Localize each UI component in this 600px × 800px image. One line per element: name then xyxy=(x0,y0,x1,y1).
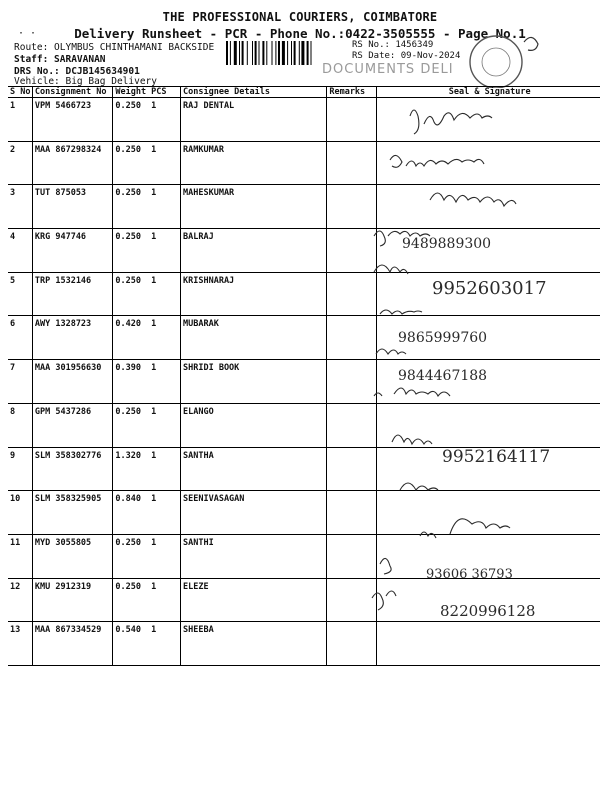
row-weight: 0.420 xyxy=(113,316,149,360)
signature-row12 xyxy=(380,558,391,574)
row-consignment-no: VPM 5466723 xyxy=(32,98,113,142)
row-consignee: MAHESKUMAR xyxy=(181,185,327,229)
row-consignment-no: MYD 3055805 xyxy=(32,534,113,578)
row-weight: 0.250 xyxy=(113,272,149,316)
row-pcs: 1 xyxy=(149,622,180,666)
row-consignment-no: MAA 867298324 xyxy=(32,141,113,185)
row-weight: 0.250 xyxy=(113,185,149,229)
row-sno: 5 xyxy=(8,272,32,316)
row-consignment-no: GPM 5437286 xyxy=(32,403,113,447)
row-weight: 0.250 xyxy=(113,403,149,447)
signature-area xyxy=(360,96,600,626)
row-consignment-no: SLM 358302776 xyxy=(32,447,113,491)
row-sno: 12 xyxy=(8,578,32,622)
rs-number: RS No.: 1456349 xyxy=(352,40,434,50)
row-pcs: 1 xyxy=(149,534,180,578)
col-pcs: PCS xyxy=(149,87,180,98)
phone-row5: 9952603017 xyxy=(432,278,547,299)
row-sno: 2 xyxy=(8,141,32,185)
signature-row1 xyxy=(410,110,492,134)
row-consignment-no: KRG 947746 xyxy=(32,229,113,273)
row-consignee: ELEZE xyxy=(181,578,327,622)
signature-row13 xyxy=(372,591,396,610)
row-pcs: 1 xyxy=(149,578,180,622)
header-dots: · · xyxy=(18,28,37,39)
phone-row13: 8220996128 xyxy=(440,602,536,620)
col-weight: Weight xyxy=(113,87,149,98)
col-remarks: Remarks xyxy=(327,87,377,98)
documents-stamp: DOCUMENTS DELI xyxy=(322,62,454,77)
row-consignment-no: SLM 358325905 xyxy=(32,491,113,535)
table-row xyxy=(8,622,600,666)
row-consignee: SHRIDI BOOK xyxy=(181,360,327,404)
row-sno: 1 xyxy=(8,98,32,142)
row-pcs: 1 xyxy=(149,491,180,535)
staff-label: Staff: SARAVANAN xyxy=(14,54,106,65)
phone-row6: 9865999760 xyxy=(398,330,488,346)
signature-row3 xyxy=(430,193,516,206)
row-sno: 9 xyxy=(8,447,32,491)
row-pcs: 1 xyxy=(149,229,180,273)
signature-row10 xyxy=(400,483,438,490)
round-stamp xyxy=(462,28,542,88)
row-weight: 0.250 xyxy=(113,98,149,142)
vehicle-label: Vehicle: Big Bag Delivery xyxy=(14,76,157,87)
row-consignment-no: MAA 301956630 xyxy=(32,360,113,404)
row-pcs: 1 xyxy=(149,447,180,491)
rs-date: RS Date: 09-Nov-2024 xyxy=(352,51,461,61)
row-consignee: RAJ DENTAL xyxy=(181,98,327,142)
col-signature: Seal & Signature xyxy=(377,87,600,98)
row-weight: 0.250 xyxy=(113,229,149,273)
signature-row11 xyxy=(420,519,510,538)
phone-row7: 9844467188 xyxy=(398,368,488,384)
signature-row2 xyxy=(390,155,484,167)
phone-row9: 9952164117 xyxy=(442,447,551,467)
company-title: THE PROFESSIONAL COURIERS, COIMBATORE xyxy=(162,10,438,24)
runsheet-subtitle: Delivery Runsheet - PCR - Phone No.:0422-3505555 - Page No.1 xyxy=(74,26,526,41)
row-pcs: 1 xyxy=(149,98,180,142)
signature-row7 xyxy=(376,349,406,354)
row-pcs: 1 xyxy=(149,360,180,404)
row-weight: 0.390 xyxy=(113,360,149,404)
phone-row4: 9489889300 xyxy=(402,236,492,252)
row-pcs: 1 xyxy=(149,185,180,229)
row-sno: 11 xyxy=(8,534,32,578)
row-consignee: RAMKUMAR xyxy=(181,141,327,185)
row-pcs: 1 xyxy=(149,141,180,185)
col-consignee: Consignee Details xyxy=(181,87,327,98)
row-remarks xyxy=(327,622,377,666)
row-weight: 0.250 xyxy=(113,578,149,622)
row-consignment-no: TUT 875053 xyxy=(32,185,113,229)
phone-row12: 93606 36793 xyxy=(426,567,513,582)
row-signature xyxy=(377,622,600,666)
signature-row8 xyxy=(374,388,450,396)
row-consignment-no: MAA 867334529 xyxy=(32,622,113,666)
row-sno: 8 xyxy=(8,403,32,447)
row-consignee: BALRAJ xyxy=(181,229,327,273)
row-weight: 0.540 xyxy=(113,622,149,666)
row-weight: 1.320 xyxy=(113,447,149,491)
row-consignee: ELANGO xyxy=(181,403,327,447)
row-sno: 13 xyxy=(8,622,32,666)
row-consignment-no: AWY 1328723 xyxy=(32,316,113,360)
row-sno: 6 xyxy=(8,316,32,360)
row-weight: 0.840 xyxy=(113,491,149,535)
row-pcs: 1 xyxy=(149,272,180,316)
row-sno: 7 xyxy=(8,360,32,404)
row-consignee: SHEEBA xyxy=(181,622,327,666)
route-label: Route: OLYMBUS CHINTHAMANI BACKSIDE xyxy=(14,42,215,53)
row-consignment-no: TRP 1532146 xyxy=(32,272,113,316)
row-consignee: SEENIVASAGAN xyxy=(181,491,327,535)
row-consignee: SANTHA xyxy=(181,447,327,491)
row-pcs: 1 xyxy=(149,403,180,447)
row-consignee: MUBARAK xyxy=(181,316,327,360)
row-sno: 3 xyxy=(8,185,32,229)
signature-row6 xyxy=(380,310,422,314)
row-sno: 10 xyxy=(8,491,32,535)
row-sno: 4 xyxy=(8,229,32,273)
row-consignee: KRISHNARAJ xyxy=(181,272,327,316)
signature-row5 xyxy=(374,265,408,274)
row-consignment-no: KMU 2912319 xyxy=(32,578,113,622)
col-consignment: Consignment No xyxy=(32,87,113,98)
row-weight: 0.250 xyxy=(113,534,149,578)
signature-row9 xyxy=(392,435,432,444)
row-weight: 0.250 xyxy=(113,141,149,185)
row-pcs: 1 xyxy=(149,316,180,360)
drs-number: DRS No.: DCJB145634901 xyxy=(14,66,140,77)
col-sno: S No xyxy=(10,87,31,97)
row-consignee: SANTHI xyxy=(181,534,327,578)
